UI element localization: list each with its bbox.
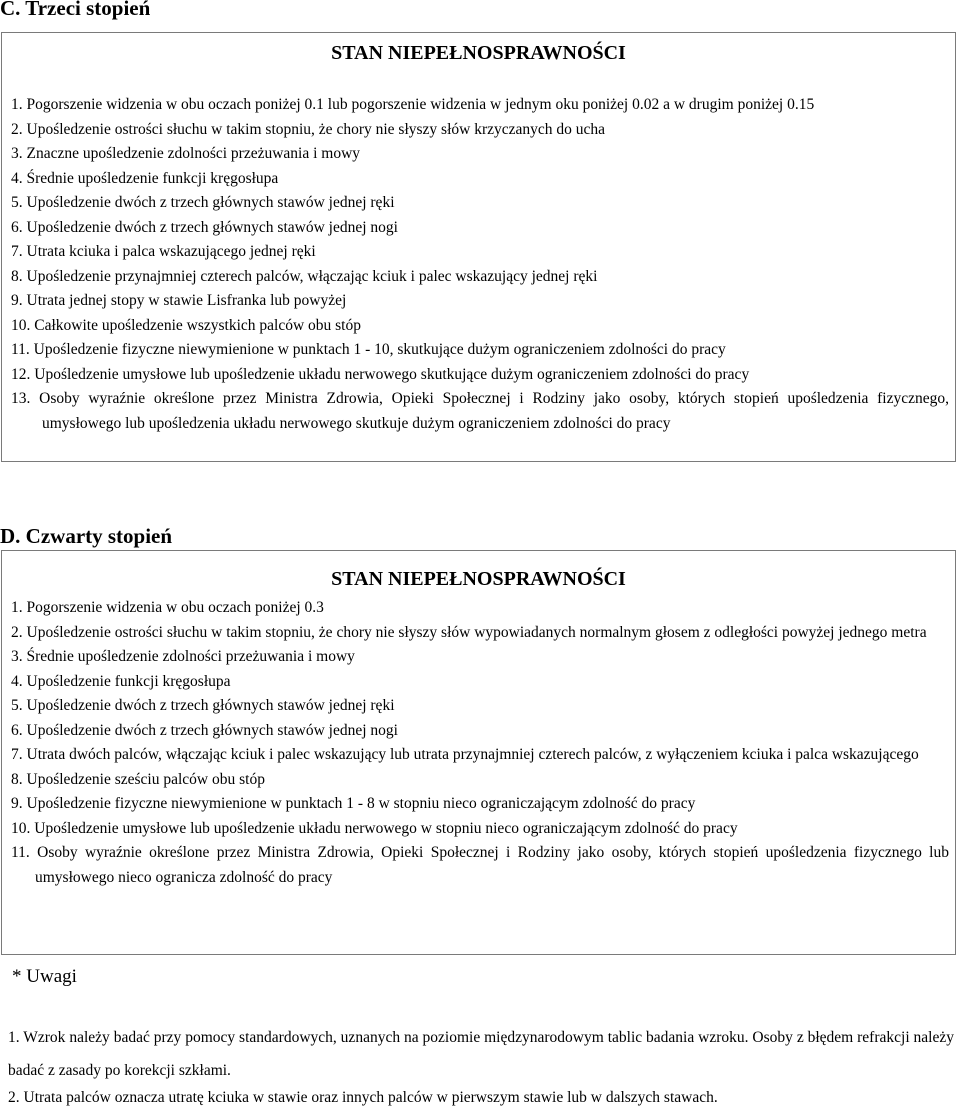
- note-item: 2. Utrata palców oznacza utratę kciuka w stawie oraz innych palców w pierwszym stawie lub w dalszych stawach.: [8, 1088, 718, 1106]
- list-item: 4. Upośledzenie funkcji kręgosłupa: [11, 672, 231, 690]
- list-item: 11. Upośledzenie fizyczne niewymienione w punktach 1 - 10, skutkujące dużym ograniczeniem zdolności do pracy: [11, 341, 726, 358]
- list-item: 10. Upośledzenie umysłowe lub upośledzenie układu nerwowego w stopniu nieco ograniczającym zdolność do pracy: [11, 819, 738, 837]
- list-item: 5. Upośledzenie dwóch z trzech głównych stawów jednej ręki: [11, 194, 395, 211]
- section-c-list: [11, 93, 949, 436]
- section-d-heading: D. Czwarty stopień: [0, 524, 173, 548]
- list-item: 5. Upośledzenie dwóch z trzech głównych stawów jednej ręki: [11, 697, 395, 714]
- list-item: 9. Utrata jednej stopy w stawie Lisfranka lub powyżej: [11, 292, 347, 309]
- section-d-list: [11, 596, 949, 890]
- list-item: 1. Pogorszenie widzenia w obu oczach poniżej 0.3: [11, 599, 324, 616]
- list-item: 6. Upośledzenie dwóch z trzech głównych stawów jednej nogi: [11, 721, 398, 739]
- list-item: 13. Osoby wyraźnie określone przez Ministra Zdrowia, Opieki Społecznej i Rodziny jako osoby, których stopień upośledzenia fizycznego, umysłowego lub upośledzenia układu nerwowego skutkuje dużym ograniczeniem zdolności do pracy: [11, 390, 949, 432]
- list-item: 12. Upośledzenie umysłowe lub upośledzenie układu nerwowego skutkujące dużym ograniczeniem zdolności do pracy: [11, 365, 750, 383]
- list-item: 2. Upośledzenie ostrości słuchu w takim stopniu, że chory nie słyszy słów krzyczanych do ucha: [11, 120, 606, 138]
- note-item: 1. Wzrok należy badać przy pomocy standardowych, uznanych na poziomie międzynarodowym tablic badania wzroku. Osoby z błędem refrakcji należy badać z zasady po korekcji szkłami.: [8, 1028, 954, 1079]
- section-c-box: [1, 32, 956, 462]
- list-item: 4. Średnie upośledzenie funkcji kręgosłupa: [11, 169, 279, 187]
- list-item: 1. Pogorszenie widzenia w obu oczach poniżej 0.1 lub pogorszenie widzenia w jednym oku poniżej 0.02 a w drugim poniżej 0.15: [11, 96, 815, 113]
- list-item: 2. Upośledzenie ostrości słuchu w takim stopniu, że chory nie słyszy słów wypowiadanych normalnym głosem z odległości powyżej jednego metra: [11, 623, 927, 641]
- list-item: 9. Upośledzenie fizyczne niewymienione w punktach 1 - 8 w stopniu nieco ograniczającym zdolność do pracy: [11, 795, 696, 812]
- list-item: 7. Utrata kciuka i palca wskazującego jednej ręki: [11, 243, 316, 260]
- section-c-box-title: STAN NIEPEŁNOSPRAWNOŚCI: [331, 42, 626, 64]
- list-item: 11. Osoby wyraźnie określone przez Ministra Zdrowia, Opieki Społecznej i Rodziny jako osoby, których stopień upośledzenia fizycznego lub umysłowego nieco ogranicza zdolność do pracy: [11, 844, 949, 886]
- list-item: 3. Średnie upośledzenie zdolności przeżuwania i mowy: [11, 648, 355, 665]
- section-c-heading: C. Trzeci stopień: [0, 0, 151, 20]
- list-item: 8. Upośledzenie przynajmniej czterech palców, włączając kciuk i palec wskazujący jednej ręki: [11, 267, 598, 285]
- list-item: 6. Upośledzenie dwóch z trzech głównych stawów jednej nogi: [11, 218, 398, 236]
- list-item: 8. Upośledzenie sześciu palców obu stóp: [11, 770, 265, 788]
- notes-title: * Uwagi: [12, 966, 77, 987]
- list-item: 10. Całkowite upośledzenie wszystkich palców obu stóp: [11, 316, 361, 334]
- section-d-box-title: STAN NIEPEŁNOSPRAWNOŚCI: [331, 568, 626, 590]
- list-item: 7. Utrata dwóch palców, włączając kciuk i palec wskazujący lub utrata przynajmniej czterech palców, z wyłączeniem kciuka i palca wskazującego: [11, 746, 919, 763]
- list-item: 3. Znaczne upośledzenie zdolności przeżuwania i mowy: [11, 145, 361, 162]
- section-d-box: [1, 550, 956, 955]
